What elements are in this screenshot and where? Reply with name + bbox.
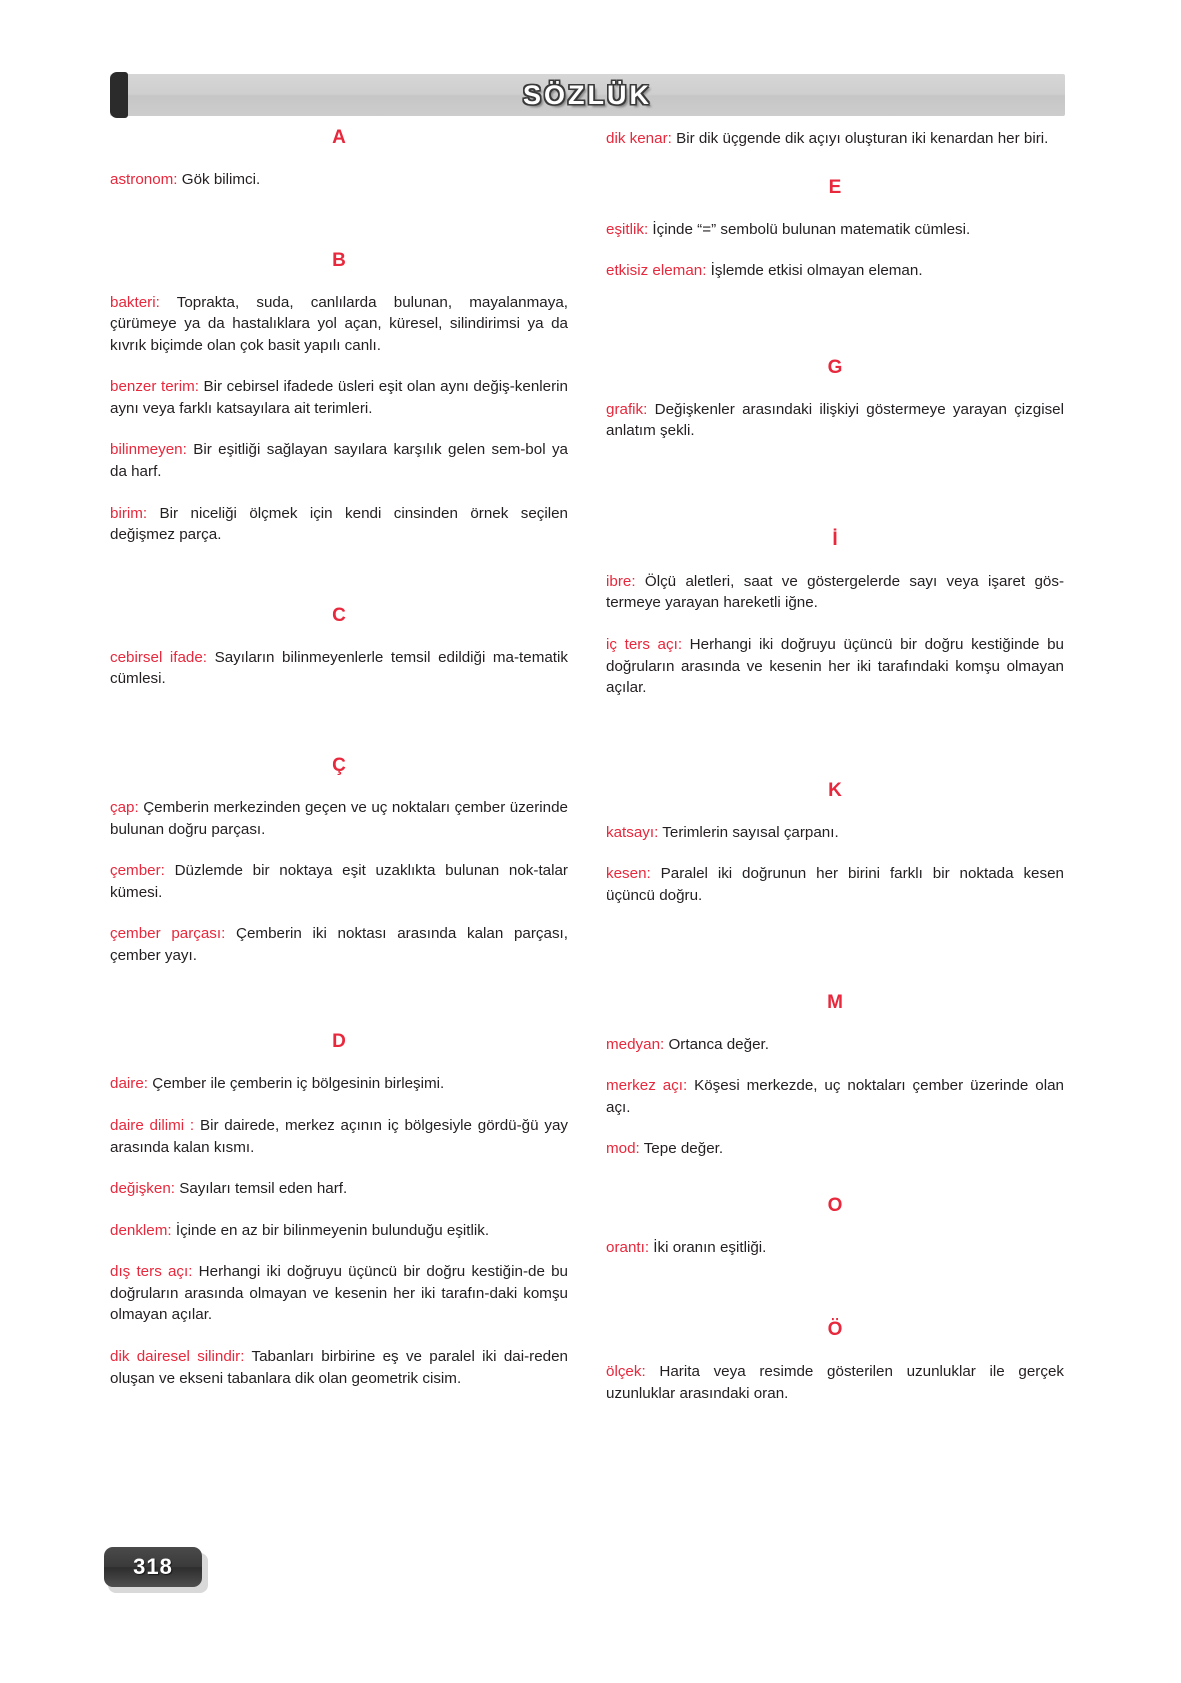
page-header [110,74,1065,116]
glossary-term: daire dilimi : [110,1116,195,1134]
page-title: SÖZLÜK [523,79,652,110]
glossary-entry [606,1138,1064,1160]
glossary-term: çember parçası: [110,925,226,943]
glossary-term: benzer terim: [110,378,199,396]
glossary-definition: Paralel iki doğrunun her birini farklı bir noktada kesen üçüncü doğru. [606,865,1064,904]
glossary-entry [606,1034,1064,1056]
letter-heading-b: B [332,249,346,271]
glossary-entry [110,292,568,357]
glossary-entry [606,219,1064,241]
glossary-entry [110,1073,568,1095]
letter-heading-k: K [828,779,842,801]
letter-heading-i̇: İ [832,528,838,550]
glossary-term: kesen: [606,865,651,883]
glossary-entry [606,863,1064,906]
letter-heading-e: E [828,176,842,198]
glossary-term: medyan: [606,1035,665,1053]
page-footer [104,1547,208,1591]
glossary-entry [110,1261,568,1326]
glossary-definition: Tepe değer. [639,1140,724,1158]
page-number: 318 [133,1554,173,1579]
glossary-definition: Terimlerin sayısal çarpanı. [658,823,839,841]
glossary-definition: Ölçü aletleri, saat ve göstergelerde sayı veya işaret gös-termeye yarayan hareketli iğne. [606,572,1064,612]
glossary-entry [606,128,1064,150]
letter-heading-d: D [332,1031,346,1053]
letter-heading-g: G [827,356,843,378]
glossary-entry [110,923,568,966]
glossary-definition: Bir cebirsel ifadede üsleri eşit olan aynı değiş-kenlerin aynı veya farklı katsayılara ait terimleri. [110,378,568,417]
glossary-definition: İki oranın eşitliği. [649,1238,767,1256]
glossary-columns [110,128,1065,1405]
glossary-term: astronom: [110,171,178,188]
letter-heading-o: O [827,1194,843,1216]
glossary-entry [110,169,568,191]
glossary-entry [110,797,568,840]
letter-heading-c: C [332,604,346,626]
glossary-entry [606,822,1064,844]
glossary-definition: Herhangi iki doğruyu üçüncü bir doğru kestiğinde bu doğruların arasında ve kesenin her iki tarafındaki komşu olmayan açılar. [606,636,1064,697]
glossary-definition: Herhangi iki doğruyu üçüncü bir doğru kestiğin-de bu doğruların arasında olmayan ve kesenin her iki tarafın-daki komşu olmayan açılar. [110,1263,568,1324]
glossary-definition: Çemberin merkezinden geçen ve uç noktaları çember üzerinde bulunan doğru parçası. [110,798,568,838]
glossary-entry [606,260,1064,282]
glossary-definition: Düzlemde bir noktaya eşit uzaklıkta bulunan nok-talar kümesi. [110,862,568,901]
glossary-entry [110,647,568,690]
glossary-definition: İçinde “=” sembolü bulunan matematik cümlesi. [648,220,971,238]
glossary-entry [606,571,1064,614]
glossary-term: mod: [606,1140,640,1158]
glossary-term: çap: [110,798,139,816]
glossary-entry [606,1237,1064,1259]
glossary-term: bilinmeyen: [110,441,187,459]
left-column [110,128,568,1405]
glossary-term: etkisiz eleman: [606,262,707,280]
glossary-definition: Bir eşitliği sağlayan sayılara karşılık gelen sem-bol ya da harf. [110,441,568,481]
glossary-term: değişken: [110,1180,176,1198]
glossary-term: dış ters açı: [110,1263,193,1281]
glossary-definition: İçinde en az bir bilinmeyenin bulunduğu eşitlik. [171,1221,490,1239]
glossary-term: daire: [110,1075,148,1093]
letter-heading-ç: Ç [332,754,346,776]
glossary-term: eşitlik: [606,220,649,238]
letter-heading-a: A [332,127,346,148]
glossary-entry [110,439,568,482]
glossary-term: birim: [110,504,148,522]
glossary-term: bakteri: [110,293,160,311]
glossary-term: ibre: [606,572,636,590]
glossary-entry [110,860,568,903]
letter-heading-m: M [827,991,843,1013]
glossary-definition: Sayıların bilinmeyenlerle temsil edildiği ma-tematik cümlesi. [110,648,568,688]
glossary-definition: Bir dairede, merkez açının iç bölgesiyle gördü-ğü yay arasında kalan kısmı. [110,1116,568,1156]
glossary-entry [606,1075,1064,1118]
glossary-definition: Bir niceliği ölçmek için kendi cinsinden örnek seçilen değişmez parça. [110,504,568,544]
glossary-term: ölçek: [606,1363,646,1381]
glossary-entry [606,399,1064,442]
glossary-term: katsayı: [606,823,659,841]
glossary-term: iç ters açı: [606,636,683,654]
glossary-definition: İşlemde etkisi olmayan eleman. [706,262,923,280]
glossary-entry [606,1361,1064,1404]
glossary-entry [606,634,1064,699]
glossary-entry [110,503,568,546]
glossary-term: orantı: [606,1238,650,1256]
glossary-term: denklem: [110,1221,172,1239]
glossary-definition: Toprakta, suda, canlılarda bulunan, mayalanmaya, çürümeye ya da hastalıklara yol açan, küresel, silindirimsi ya da kıvrık biçimde olan çok basit yapılı canlı. [110,293,568,354]
glossary-entry [110,1115,568,1158]
glossary-term: merkez açı: [606,1077,688,1095]
glossary-entry [110,1178,568,1200]
glossary-definition: Tabanları birbirine eş ve paralel iki dai-reden oluşan ve ekseni tabanlara dik olan geometrik cisim. [110,1348,568,1387]
glossary-entry [110,376,568,419]
glossary-term: dik dairesel silindir: [110,1348,245,1366]
header-tab-marker [110,72,128,118]
glossary-definition: Gök bilimci. [177,171,261,188]
glossary-definition: Sayıları temsil eden harf. [175,1180,348,1198]
letter-heading-ö: Ö [827,1319,843,1341]
glossary-entry [110,1346,568,1389]
right-column [606,128,1064,1405]
glossary-term: dik kenar: [606,130,672,147]
glossary-term: grafik: [606,400,648,418]
glossary-definition: Değişkenler arasındaki ilişkiyi göstermeye yarayan çizgisel anlatım şekli. [606,400,1064,440]
glossary-definition: Ortanca değer. [664,1035,769,1053]
glossary-entry [110,1220,568,1242]
glossary-definition: Harita veya resimde gösterilen uzunluklar ile gerçek uzunluklar arasındaki oran. [606,1363,1064,1402]
glossary-definition: Çember ile çemberin iç bölgesinin birleşimi. [148,1075,445,1093]
glossary-definition: Bir dik üçgende dik açıyı oluşturan iki kenardan her biri. [671,130,1049,147]
glossary-definition: Çemberin iki noktası arasında kalan parçası, çember yayı. [110,925,568,964]
glossary-term: cebirsel ifade: [110,648,208,666]
glossary-definition: Köşesi merkezde, uç noktaları çember üzerinde olan açı. [606,1077,1064,1116]
page-number-pill [104,1547,202,1587]
glossary-term: çember: [110,862,165,880]
